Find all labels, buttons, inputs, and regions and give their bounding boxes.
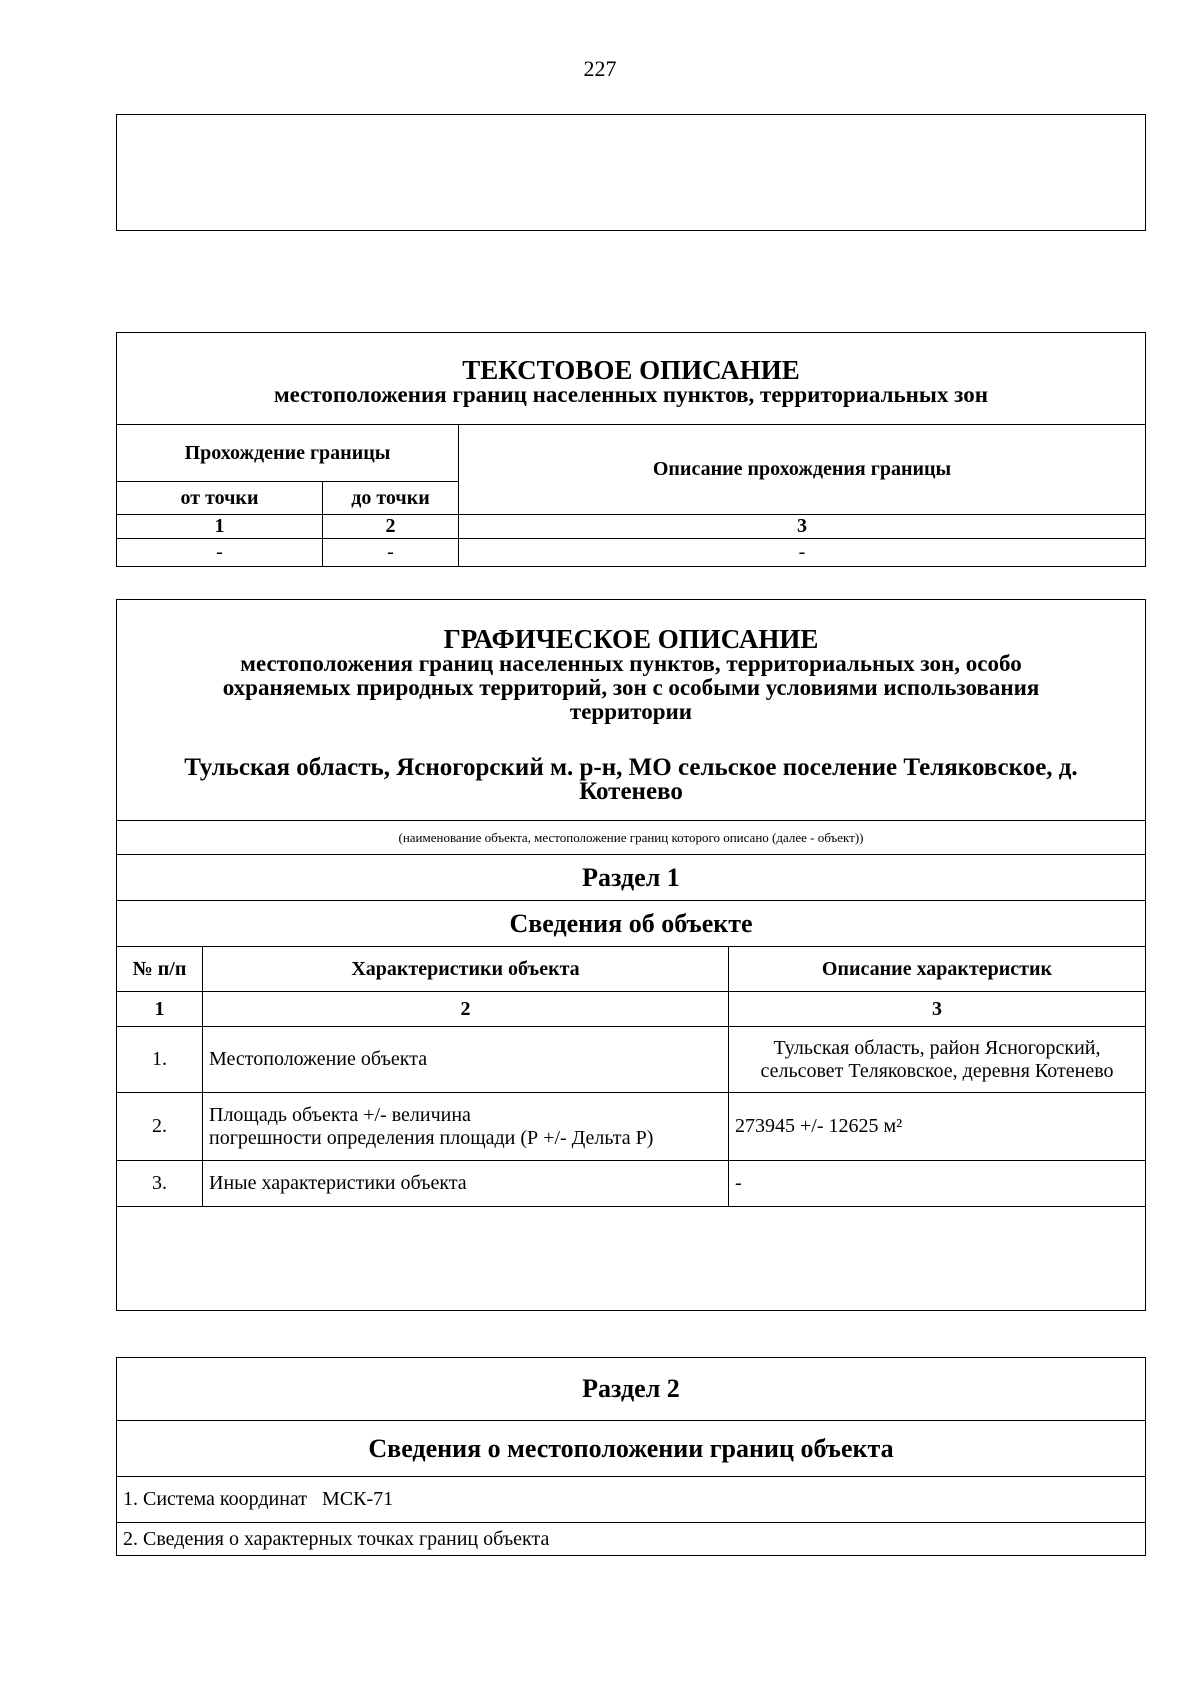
table-row bbox=[117, 1027, 1146, 1093]
row-characteristic bbox=[203, 1093, 729, 1161]
graphic-description-title: ГРАФИЧЕСКОЕ ОПИСАНИЕ bbox=[443, 624, 819, 654]
table-cell: - bbox=[459, 539, 1146, 567]
column-number: 1 bbox=[117, 992, 203, 1027]
section-2-table bbox=[116, 1357, 1146, 1556]
boundary-points-item: 2. Сведения о характерных точках границ объекта bbox=[117, 1523, 1146, 1556]
page-number: 227 bbox=[583, 56, 617, 81]
column-number: 2 bbox=[203, 992, 729, 1027]
text-description-title: ТЕКСТОВОЕ ОПИСАНИЕ bbox=[462, 354, 800, 385]
graphic-description-subtitle-line: охраняемых природных территорий, зон с особыми условиями использования bbox=[222, 675, 1040, 700]
row-description-line: Тульская область, район Ясногорский, bbox=[773, 1036, 1101, 1059]
row-characteristic-line: Площадь объекта +/- величина bbox=[209, 1103, 471, 1126]
table-cell: - bbox=[117, 539, 323, 567]
text-description-header bbox=[117, 333, 1146, 425]
graphic-description-subtitle-line: местоположения границ населенных пунктов, территориальных зон, особо bbox=[240, 651, 1022, 676]
graphic-description-block bbox=[116, 599, 1146, 1311]
row-characteristic: Иные характеристики объекта bbox=[203, 1161, 729, 1207]
section-1-title: Раздел 1 bbox=[117, 855, 1146, 901]
section-2-block bbox=[116, 1357, 1146, 1556]
col-boundary-header: Прохождение границы bbox=[117, 425, 459, 482]
col-characteristic-header: Характеристики объекта bbox=[203, 947, 729, 992]
col-number-header: № п/п bbox=[117, 947, 203, 992]
column-number: 2 bbox=[323, 515, 459, 539]
graphic-description-subtitle-line: территории bbox=[569, 699, 693, 724]
column-number: 1 bbox=[117, 515, 323, 539]
text-description-table bbox=[116, 332, 1146, 567]
col-description-header: Описание прохождения границы bbox=[459, 425, 1146, 515]
row-number: 3. bbox=[117, 1161, 203, 1207]
coordinate-system-item: 1. Система координат МСК-71 bbox=[117, 1477, 1146, 1523]
row-characteristic: Местоположение объекта bbox=[203, 1027, 729, 1093]
row-characteristic-line: погрешности определения площади (Р +/- Дельта Р) bbox=[209, 1126, 654, 1149]
row-description: 273945 +/- 12625 м² bbox=[729, 1093, 1146, 1161]
empty-frame bbox=[116, 114, 1146, 231]
section-2-title: Раздел 2 bbox=[117, 1358, 1146, 1421]
column-number: 3 bbox=[459, 515, 1146, 539]
object-name-line: Тульская область, Ясногорский м. р-н, МО сельское поселение Теляковское, д. bbox=[184, 754, 1078, 781]
object-note: (наименование объекта, местоположение границ которого описано (далее - объект)) bbox=[117, 821, 1146, 855]
table-row bbox=[117, 1093, 1146, 1161]
row-number: 2. bbox=[117, 1093, 203, 1161]
col-to-header: до точки bbox=[323, 482, 459, 515]
row-description: - bbox=[729, 1161, 1146, 1207]
text-description-block bbox=[116, 332, 1146, 567]
col-from-header: от точки bbox=[117, 482, 323, 515]
table-cell: - bbox=[323, 539, 459, 567]
graphic-description-table bbox=[116, 599, 1146, 1311]
graphic-description-header bbox=[117, 600, 1146, 821]
empty-area bbox=[117, 1207, 1146, 1311]
column-number: 3 bbox=[729, 992, 1146, 1027]
row-description-line: сельсовет Теляковское, деревня Котенево bbox=[760, 1059, 1114, 1082]
table-row bbox=[117, 1161, 1146, 1207]
section-2-subtitle: Сведения о местоположении границ объекта bbox=[117, 1421, 1146, 1477]
text-description-subtitle: местоположения границ населенных пунктов, территориальных зон bbox=[274, 381, 988, 407]
section-1-subtitle: Сведения об объекте bbox=[117, 901, 1146, 947]
row-number: 1. bbox=[117, 1027, 203, 1093]
col-char-description-header: Описание характеристик bbox=[729, 947, 1146, 992]
object-name-line: Котенево bbox=[579, 778, 683, 805]
row-description bbox=[729, 1027, 1146, 1093]
